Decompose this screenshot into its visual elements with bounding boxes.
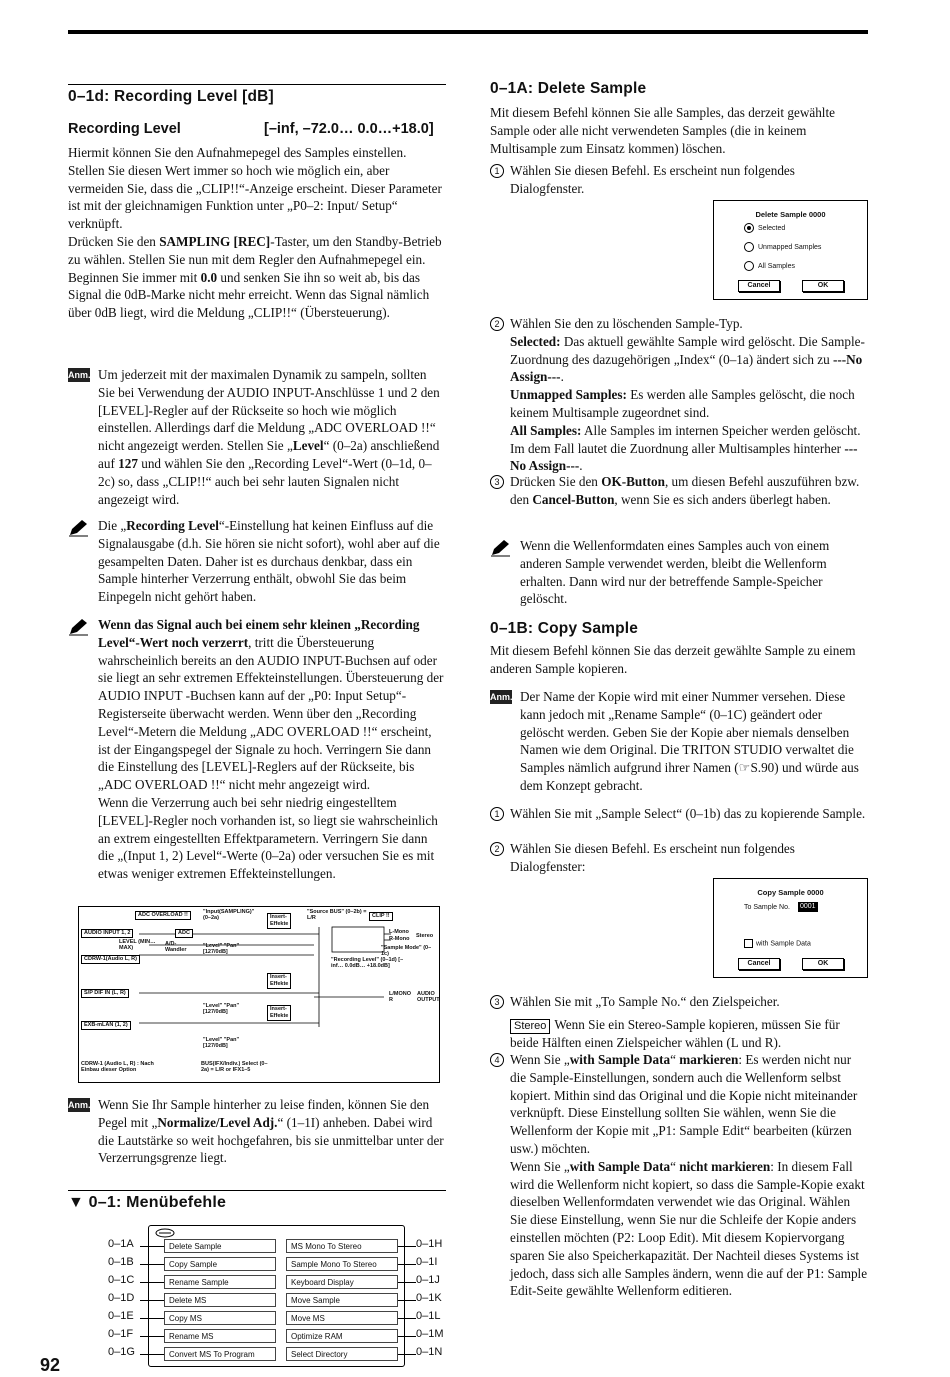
menu-label-left: 0–1G	[108, 1346, 135, 1358]
bus-note: BUS(IFX/Indiv.) Select (0–2a) = L/R or IFX1–5	[201, 1061, 268, 1073]
delete-sample-intro: Mit diesem Befehl können Sie alle Samples, das derzeit gewählte Sample oder alle nicht verwendeten Samples (die in keinem Multisample zum Einsatz kommen) löschen.	[490, 105, 835, 156]
l-mono-r: L/MONO R	[389, 991, 411, 1003]
note-pencil-2: Wenn das Signal auch bei einem sehr kleinen „Recording Level“-Wert noch verzerrt, tritt die Übersteuerung wahrscheinlich bereits an den AUDIO INPUT-Buchsen auf oder sie liegt an sehr extremen Effekteinstellungen. Übersteuerung der AUDIO INPUT -Buchsen kann auf der „P0: Input Setup“-Registerseite überwacht werden. Wenn über den „Recording Level“-Metern die Meldung „ADC OVERLOAD !!“ erscheint, ist der Eingangspegel der Signale zu hoch. Verringern Sie dann die Einstellung des [LEVEL]-Reglers auf der Rückseite, bis „ADC OVERLOAD !!“ nicht mehr angezeigt wird. Wenn die Verzerrung auch bei sehr niedrig eingestelltem [LEVEL]-Regler noch vorhanden ist, so liegt sie wahrscheinlich an extrem eingestellten Effektparametern. Verringern Sie dann die „(Input 1, 2) Level“-Werte (0–2a) oder versuchen Sie es mit etwas weniger extremen Effekteinstellungen.	[68, 616, 446, 883]
delete-note: Wenn die Wellenformdaten eines Samples auch von einem anderen Sample verwendet werden, bleibt die Wellenform erhalten. Dann wird nur der betreffende Sample-Speicher gelöscht.	[490, 537, 868, 608]
recording-level-label: "Recording Level" (0–1d) [–inf… 0.0dB… +18.0dB]	[331, 957, 404, 969]
menu-item[interactable]: Convert MS To Program	[164, 1347, 276, 1361]
copy-step-3: 3 Wählen Sie mit „To Sample No.“ den Zielspeicher.	[490, 993, 868, 1011]
ok-button[interactable]: OK	[802, 958, 844, 970]
leader-line	[140, 1354, 164, 1355]
leader-line	[398, 1282, 416, 1283]
cancel-button[interactable]: Cancel	[738, 958, 780, 970]
note-anm-1: Anm. Um jederzeit mit der maximalen Dynamik zu sampeln, sollten Sie bei Verwendung der AUDIO INPUT-Anschlüsse 1 und 2 den [LEVEL]-Regler auf der Rückseite so hoch wie möglich einstellen. Allerdings darf die Meldung „ADC OVERLOAD !!“ nicht angezeigt werden. Stellen Sie „Level“ (0–2a) anschließend auf 127 und wählen Sie den „Recording Level“-Wert (0–1d, 0–2c) so, dass „CLIP!!“ auch bei sehr lauten Signalen nicht angezeigt wird.	[68, 367, 440, 507]
menu-label-left: 0–1C	[108, 1274, 135, 1286]
input-sampling-label: "Input(SAMPLING)" (0–2a)	[203, 909, 255, 921]
menu-item[interactable]: Select Directory	[286, 1347, 398, 1361]
with-sample-data-checkbox[interactable]: with Sample Data	[744, 939, 811, 948]
leader-line	[398, 1264, 416, 1265]
level-pan-1: "Level" "Pan" [127/0dB]	[203, 943, 240, 955]
radio-all-samples[interactable]: All Samples	[744, 261, 795, 271]
step-number-icon: 4	[490, 1053, 504, 1067]
leader-line	[140, 1246, 164, 1247]
leader-line	[140, 1264, 164, 1265]
anm-icon: Anm.	[68, 1100, 91, 1110]
level-min-max: LEVEL (MIN…MAX)	[119, 939, 156, 951]
menu-label-right: 0–1J	[416, 1274, 440, 1286]
anm-icon: Anm.	[490, 692, 513, 702]
menu-label-right: 0–1N	[416, 1346, 443, 1358]
menu-item[interactable]: Optimize RAM	[286, 1329, 398, 1343]
copy-step-4: 4 Wenn Sie „with Sample Data“ markieren: Es werden nicht nur die Sample-Einstellungen, sondern auch die Wellenform selbst kopiert. Mithin sind das Original und die Kopie nicht miteinander verknüpft. Diese Einstellung sollten Sie wählen, wenn Sie die Wellenform der Kopie mit „P1: Sample Edit“ bearbeiten (kürzen usw.) möchten. Wenn Sie „with Sample Data“ nicht markieren: In diesem Fall wird die Wellenform nicht kopiert, so dass die Sample-Kopie exakt dieselben Wellenformdaten verwendet wie das Original. Wählen Sie diese Einstellung, wenn Sie nur die Schleife der Kopie anders einstellen möchten (P2: Loop Edit). Mit diesem Kopiervorgang sparen Sie also Speicherkapazität. Der Nachteil dieses Systems ist jedoch, dass sich alle Samples ändern, wenn die auf der P1: Sample Edit-Seite gewählte Wellenform editieren.	[490, 1051, 868, 1300]
copy-dialog-title: Copy Sample 0000	[757, 888, 824, 897]
param-name: Recording Level	[68, 121, 181, 137]
menu-label-right: 0–1M	[416, 1328, 444, 1340]
insert-effects-1: Insert-Effekte	[267, 913, 291, 929]
menu-label-right: 0–1L	[416, 1310, 441, 1322]
pencil-icon	[490, 539, 512, 557]
audio-input-label: AUDIO INPUT 1, 2	[81, 929, 133, 938]
leader-line	[398, 1246, 416, 1247]
radio-unmapped[interactable]: Unmapped Samples	[744, 242, 821, 252]
delete-step-1: 1 Wählen Sie diesen Befehl. Es erscheint nun folgendes Dialogfenster.	[490, 162, 868, 198]
leader-line	[398, 1354, 416, 1355]
menu-label-left: 0–1A	[108, 1238, 134, 1250]
leader-line	[140, 1318, 164, 1319]
copy-sample-intro: Mit diesem Befehl können Sie das derzeit gewählte Sample zu einem anderen Sample kopieren.	[490, 643, 856, 676]
stereo-badge: Stereo	[510, 1019, 550, 1034]
menu-item[interactable]: Delete MS	[164, 1293, 276, 1307]
menu-label-left: 0–1B	[108, 1256, 134, 1268]
section-title-menu: ▼ 0–1: Menübefehle	[68, 1194, 227, 1211]
delete-dialog-title: Delete Sample 0000	[755, 210, 826, 219]
menu-item[interactable]: Rename Sample	[164, 1275, 276, 1289]
cdrw-note: CDRW-1 (Audio L, R) : Nach Einbau dieser Option	[81, 1061, 154, 1073]
menu-tab-icon	[155, 1228, 175, 1238]
step-number-icon: 1	[490, 164, 504, 178]
param-range: [–inf, –72.0… 0.0…+18.0]	[264, 121, 434, 137]
step-number-icon: 2	[490, 317, 504, 331]
level-pan-2: "Level" "Pan" [127/0dB]	[203, 1003, 240, 1015]
menu-item[interactable]: MS Mono To Stereo	[286, 1239, 398, 1253]
menu-item[interactable]: Copy MS	[164, 1311, 276, 1325]
leader-line	[140, 1282, 164, 1283]
menu-label-right: 0–1H	[416, 1238, 443, 1250]
menu-item[interactable]: Keyboard Display	[286, 1275, 398, 1289]
to-sample-field[interactable]: 0001	[800, 903, 816, 910]
signal-flow-diagram	[78, 906, 440, 1083]
leader-line	[398, 1300, 416, 1301]
menu-label-left: 0–1E	[108, 1310, 134, 1322]
audio-output: AUDIO OUTPUT	[417, 991, 440, 1003]
leader-line	[140, 1300, 164, 1301]
menu-label-left: 0–1D	[108, 1292, 135, 1304]
note-pencil-1: Die „Recording Level“-Einstellung hat keinen Einfluss auf die Signalausgabe (d.h. Sie hören sie nicht sofort), wohl aber auf die gesampelten Daten. Daher ist es durchaus denkbar, dass ein Sample hinterher Verzerrung enthält, obwohl Sie das beim Einpegeln nicht gehört haben.	[68, 517, 446, 606]
top-rule	[68, 30, 868, 34]
recording-level-body: Hiermit können Sie den Aufnahmepegel des Samples einstellen. Stellen Sie diesen Wert immer so hoch wie möglich ein, aber vermeiden Sie, dass die „CLIP!!“-Anzeige erscheint. Dieser Parameter ist mit der gleichnamigen Funktion unter „P0–2: Input/ Setup“ verknüpft. Drücken Sie den SAMPLING [REC]-Taster, um den Standby-Betrieb zu wählen. Stellen Sie nun mit dem Regler den Aufnahmepegel ein. Beginnen Sie immer mit 0.0 und senken Sie ihn so weit ab, bis das Signal die 0dB-Marke nicht mehr erreicht. Wenn das Signal nämlich über 0dB liegt, wird die Meldung „CLIP!!“ (Übersteuerung).	[68, 145, 442, 321]
menu-item[interactable]: Move MS	[286, 1311, 398, 1325]
sample-mode: "Sample Mode" (0–1c)	[381, 945, 432, 957]
menu-item[interactable]: Copy Sample	[164, 1257, 276, 1271]
level-pan-3: "Level" "Pan" [127/0dB]	[203, 1037, 240, 1049]
step-number-icon: 1	[490, 807, 504, 821]
stereo-label: Stereo	[416, 933, 434, 939]
note-anm-2: Anm. Wenn Sie Ihr Sample hinterher zu leise finden, können Sie den Pegel mit „Normalize/Level Adj.“ (1–1I) anheben. Dabei wird die Lautstärke so weit hochgefahren, bis sie unmittelbar unter der Verzerrungsgrenze liegt.	[68, 1097, 444, 1166]
ad-wandler: A/D-Wandler	[165, 941, 187, 953]
step-number-icon: 2	[490, 842, 504, 856]
pencil-icon	[68, 519, 90, 537]
cdrw-label: CDRW-1(Audio L, R)	[81, 955, 140, 964]
r-mono: R-Mono	[389, 936, 410, 942]
clip-label: CLIP !!	[369, 912, 393, 921]
to-sample-label: To Sample No.	[744, 904, 790, 911]
radio-selected[interactable]: Selected	[744, 223, 785, 233]
anm-icon: Anm.	[68, 370, 91, 380]
copy-step-1: 1 Wählen Sie mit „Sample Select“ (0–1b) das zu kopierende Sample.	[490, 805, 868, 823]
section-title-recording-level: 0–1d: Recording Level [dB]	[68, 88, 274, 105]
delete-sample-dialog	[713, 200, 868, 300]
adc-overload-label: ADC OVERLOAD !!	[135, 911, 191, 920]
ok-button[interactable]: OK	[802, 280, 844, 292]
menu-item[interactable]: Sample Mono To Stereo	[286, 1257, 398, 1271]
menu-label-right: 0–1K	[416, 1292, 442, 1304]
leader-line	[398, 1318, 416, 1319]
l-mono: L-Mono	[389, 929, 409, 935]
copy-sample-dialog	[713, 878, 868, 978]
step-number-icon: 3	[490, 475, 504, 489]
menu-label-right: 0–1I	[416, 1256, 438, 1268]
spdif-label: S/P DIF IN (L, R)	[81, 989, 129, 998]
exb-label: EXB-mLAN (1, 2)	[81, 1021, 131, 1030]
page-number: 92	[40, 1355, 61, 1375]
section-title-delete-sample: 0–1A: Delete Sample	[490, 80, 647, 97]
copy-step-2: 2 Wählen Sie diesen Befehl. Es erscheint nun folgendes Dialogfenster:	[490, 840, 868, 876]
menu-item[interactable]: Delete Sample	[164, 1239, 276, 1253]
delete-step-2: 2 Wählen Sie den zu löschenden Sample-Typ. Selected: Das aktuell gewählte Sample wird gelöscht. Die Sample-Zuordnung des dazugehörigen „Index“ (0–1a) ändert sich zu ---No Assign---. Unmapped Samples: Es werden alle Samples gelöscht, die noch keinem Multisample zugeordnet sind. All Samples: Alle Samples im internen Speicher werden gelöscht. Im dem Fall lautet die Zuordnung aller Multisamples hinterher ---No Assign---.	[490, 315, 868, 475]
delete-step-3: 3 Drücken Sie den OK-Button, um diesen Befehl auszuführen bzw. den Cancel-Button, wenn Sie es sich anders überlegt haben.	[490, 473, 868, 509]
copy-note-anm: Anm. Der Name der Kopie wird mit einer Nummer versehen. Diese kann jedoch mit „Rename Sample“ (0–1C) geändert oder gelöscht werden. Geben Sie der Kopie aber niemals denselben Namen wie dem Original. Die TRITON STUDIO verwaltet die Samples nämlich aufgrund ihrer Namen (☞S.90) und würde aus dem Konzept gebracht.	[490, 689, 859, 793]
section-title-copy-sample: 0–1B: Copy Sample	[490, 620, 639, 637]
stereo-note: Stereo Wenn Sie ein Stereo-Sample kopieren, müssen Sie für beide Hälften einen Zielspeicher wählen (L und R).	[510, 1017, 840, 1050]
menu-label-left: 0–1F	[108, 1328, 134, 1340]
insert-effects-3: Insert-Effekte	[267, 1005, 291, 1021]
menu-item[interactable]: Move Sample	[286, 1293, 398, 1307]
leader-line	[398, 1336, 416, 1337]
menu-item[interactable]: Rename MS	[164, 1329, 276, 1343]
leader-line	[140, 1336, 164, 1337]
insert-effects-2: Insert-Effekte	[267, 973, 291, 989]
adc-label: ADC	[175, 929, 193, 938]
source-bus-label: "Source BUS" (0–2b) = L/R	[307, 909, 367, 921]
cancel-button[interactable]: Cancel	[738, 280, 780, 292]
step-number-icon: 3	[490, 995, 504, 1009]
pencil-icon	[68, 618, 90, 636]
